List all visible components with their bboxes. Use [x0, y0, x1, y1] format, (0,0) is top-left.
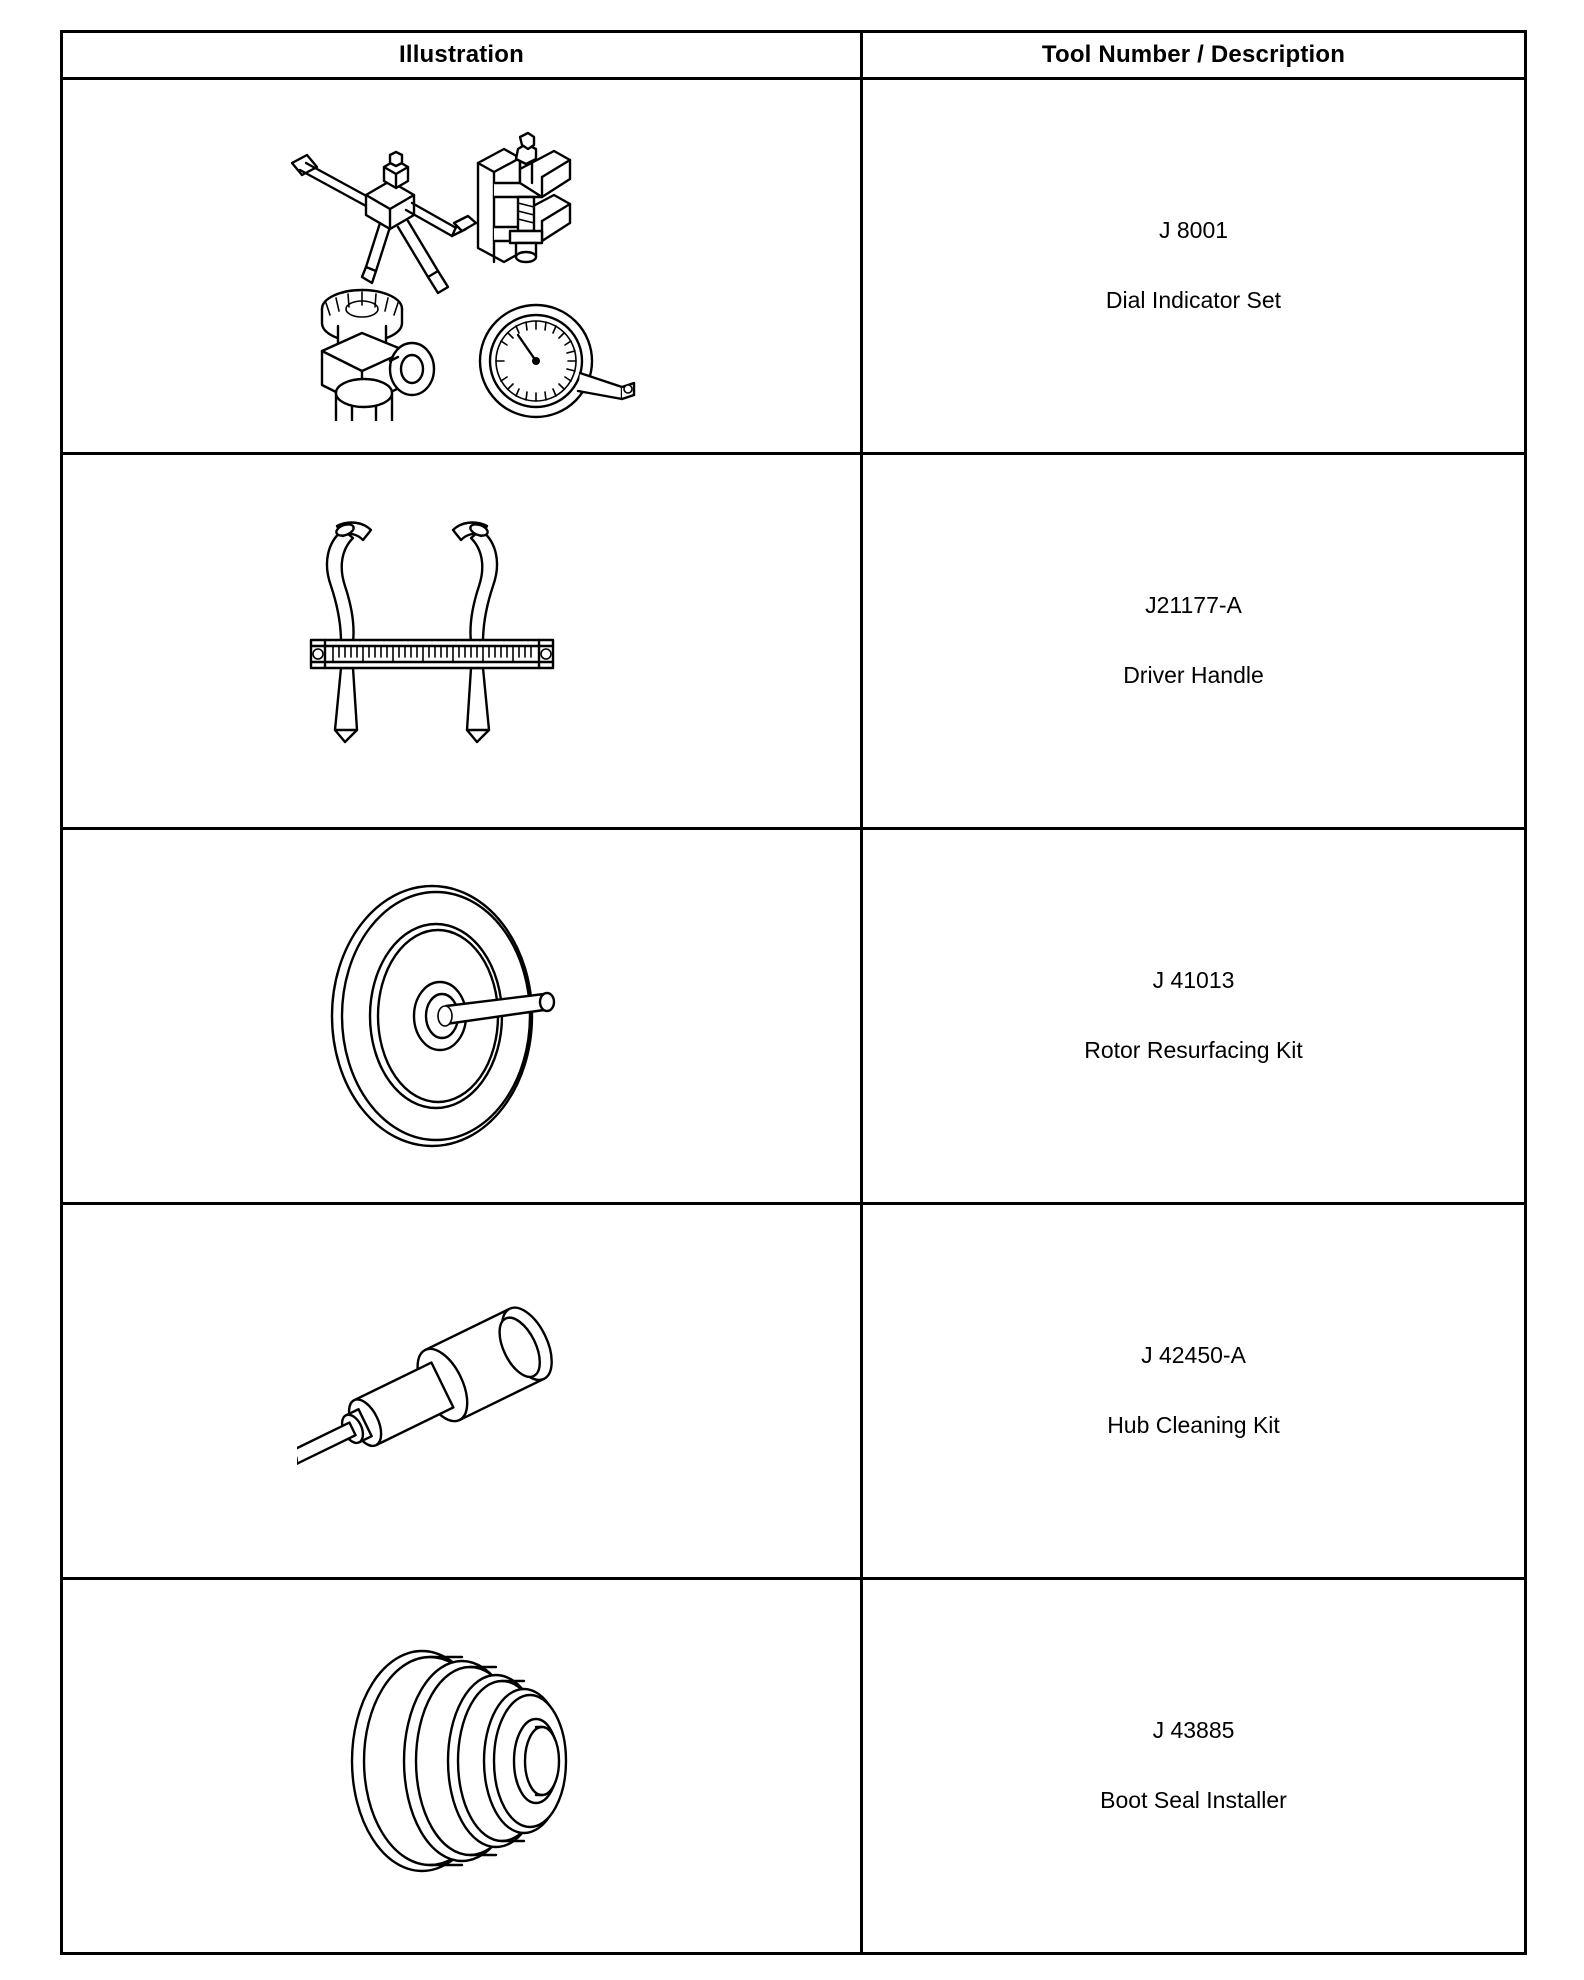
tool-number: J 41013: [1152, 967, 1235, 994]
table-row: [62, 1579, 1526, 1954]
tool-number: J 43885: [1152, 1717, 1235, 1744]
illustration-cell: [62, 454, 862, 829]
tool-number: J 8001: [1158, 217, 1229, 244]
tool-number: J21177-A: [1145, 592, 1242, 619]
tool-description: Boot Seal Installer: [1100, 1787, 1287, 1813]
table-body: [62, 79, 1526, 1954]
table-header: [62, 32, 1526, 79]
rotor-resurfacing-kit-illustration: [63, 830, 860, 1202]
description-cell: [862, 454, 1526, 829]
dial-indicator-set-illustration: [63, 80, 860, 452]
description-cell: [862, 829, 1526, 1204]
hub-cleaning-kit-illustration: [63, 1205, 860, 1577]
driver-handle-illustration: [63, 455, 860, 827]
special-tools-table: [60, 30, 1527, 1955]
illustration-cell: [62, 829, 862, 1204]
table-row: [62, 829, 1526, 1204]
table-row: [62, 454, 1526, 829]
tool-description: Dial Indicator Set: [1105, 287, 1282, 313]
description-cell: [862, 79, 1526, 454]
table-header-row: [62, 32, 1526, 79]
illustration-cell: [62, 1204, 862, 1579]
tool-description: Driver Handle: [1123, 662, 1264, 688]
tool-description: Hub Cleaning Kit: [1107, 1412, 1280, 1438]
description-cell: [862, 1204, 1526, 1579]
table-row: [62, 1204, 1526, 1579]
illustration-cell: [62, 79, 862, 454]
column-header-description: Tool Number / Description: [862, 32, 1526, 79]
illustration-cell: [62, 1579, 862, 1954]
description-cell: [862, 1579, 1526, 1954]
tool-description: Rotor Resurfacing Kit: [1084, 1037, 1303, 1063]
tool-number: J 42450-A: [1141, 1342, 1246, 1369]
table-row: [62, 79, 1526, 454]
boot-seal-installer-illustration: [63, 1580, 860, 1952]
column-header-illustration: Illustration: [62, 32, 862, 79]
